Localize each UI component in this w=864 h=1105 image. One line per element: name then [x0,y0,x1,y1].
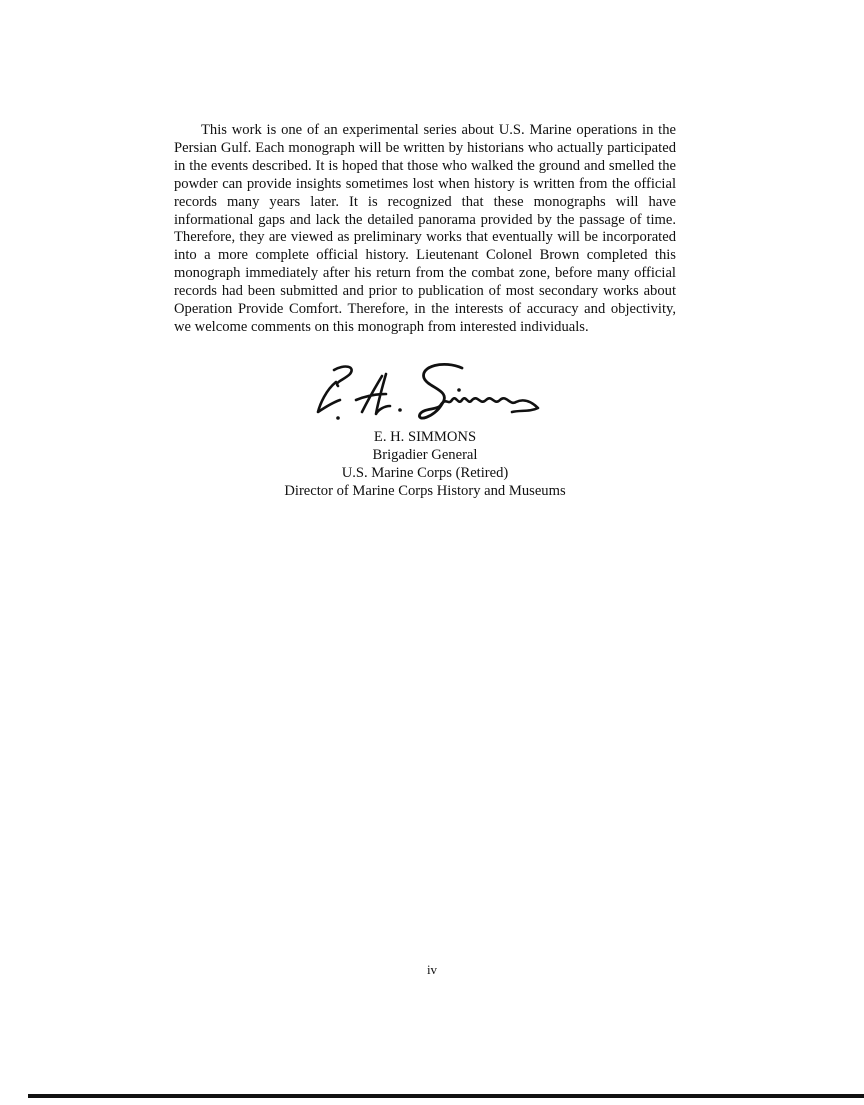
handwritten-signature [312,360,542,430]
signatory-service: U.S. Marine Corps (Retired) [341,465,509,481]
bottom-rule [28,1094,864,1098]
signatory-rank: Brigadier General [372,447,478,463]
signatory-name: E. H. SIMMONS [373,429,477,445]
foreword-paragraph: This work is one of an experimental series about U.S. Marine operations in the Persian Gulf. Each monograph will be written by historians who actually participated in the events described. It is hoped that those who walked the ground and smelled the powder can provide insights sometimes lost when history is written from the official records many years later. It is recognized that these monographs will have informational gaps and lack the detailed panorama provided by the passage of time. Therefore, they are viewed as preliminary works that eventually will be incorporated into a more complete official history. Lieutenant Colonel Brown completed this monograph immediately after his return from the combat zone, before many official records had been submitted and prior to publication of most secondary works about Operation Provide Comfort. Therefore, in the interests of accuracy and objectivity, we welcome comments on this monograph from interested individuals. [174,122,676,335]
signature-block [174,428,676,500]
page-number: iv [426,962,438,977]
signatory-title: Director of Marine Corps History and Museums [284,483,566,499]
